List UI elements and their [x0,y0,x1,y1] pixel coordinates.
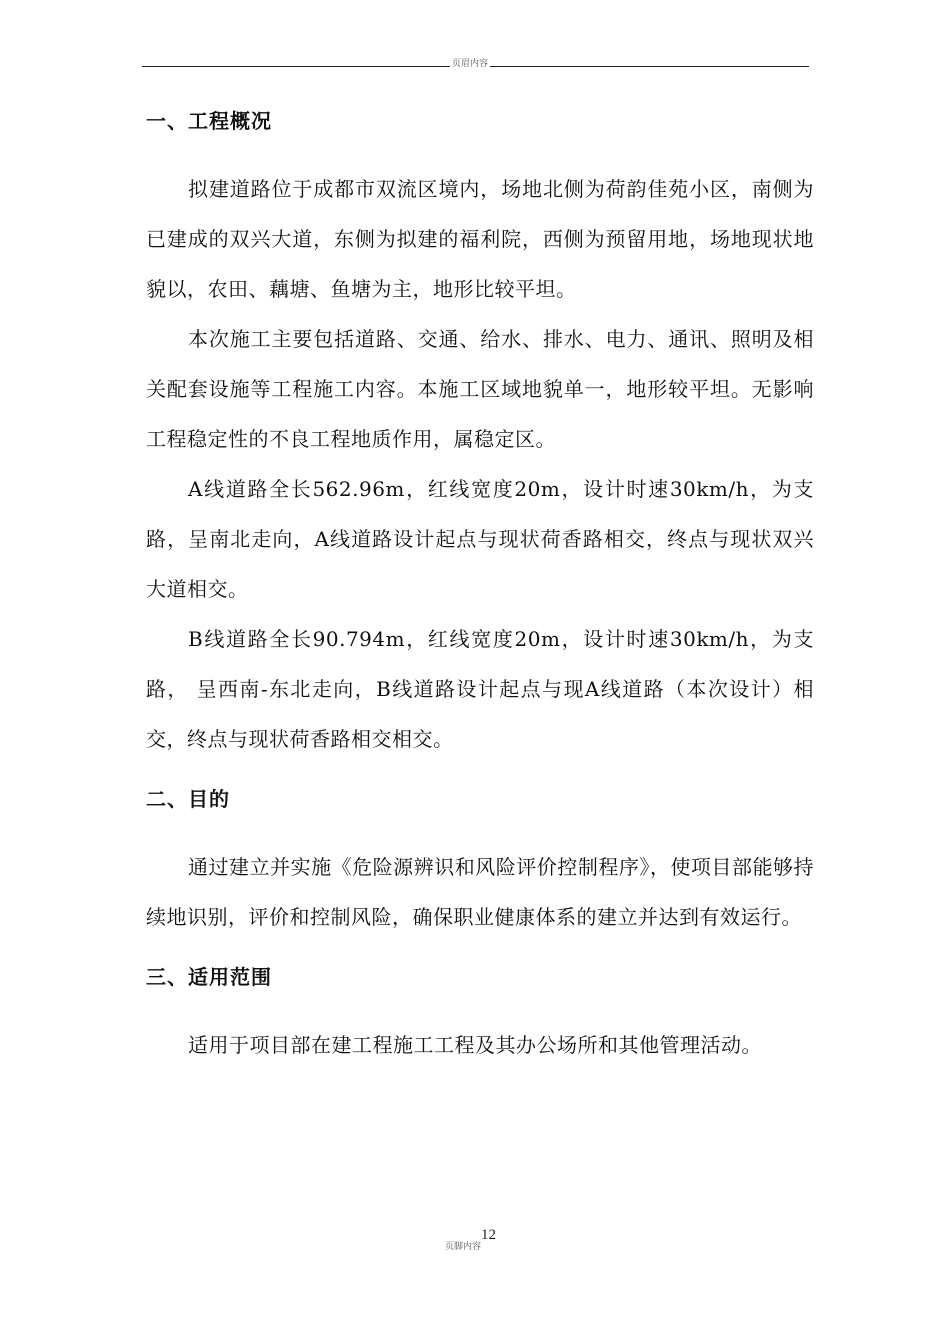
section-heading-purpose: 二、目的 [146,787,230,811]
section-heading-scope: 三、适用范围 [146,965,272,989]
header-text: 页眉内容 [452,59,489,69]
paragraph: 通过建立并实施《危险源辨识和风险评价控制程序》，使项目部能够持续地识别，评价和控制风险，确保职业健康体系的建立并达到有效运行。 [146,855,814,929]
paragraph: 适用于项目部在建工程施工工程及其办公场所和其他管理活动。 [188,1033,762,1057]
paragraph: B线道路全长90.794m，红线宽度20m，设计时速30km/h，为支路， 呈西南-东北走向，B线道路设计起点与现A线道路（本次设计）相交，终点与现状荷香路相交相交。 [146,627,814,751]
paragraph: A线道路全长562.96m，红线宽度20m，设计时速30km/h，为支路，呈南北走向，A线道路设计起点与现状荷香路相交，终点与现状双兴大道相交。 [146,477,814,601]
page-number: 12 [481,1227,497,1243]
page-footer [445,1227,497,1252]
paragraph: 本次施工主要包括道路、交通、给水、排水、电力、通讯、照明及相关配套设施等工程施工内容。本施工区域地貌单一，地形较平坦。无影响工程稳定性的不良工程地质作用，属稳定区。 [146,327,814,451]
footer-label: 页脚内容 [445,1242,482,1252]
section-heading-overview: 一、工程概况 [146,109,272,133]
document-body [146,100,814,1070]
paragraph: 拟建道路位于成都市双流区境内，场地北侧为荷韵佳苑小区，南侧为已建成的双兴大道，东侧为拟建的福利院，西侧为预留用地，场地现状地貌以，农田、藕塘、鱼塘为主，地形比较平坦。 [146,177,814,301]
